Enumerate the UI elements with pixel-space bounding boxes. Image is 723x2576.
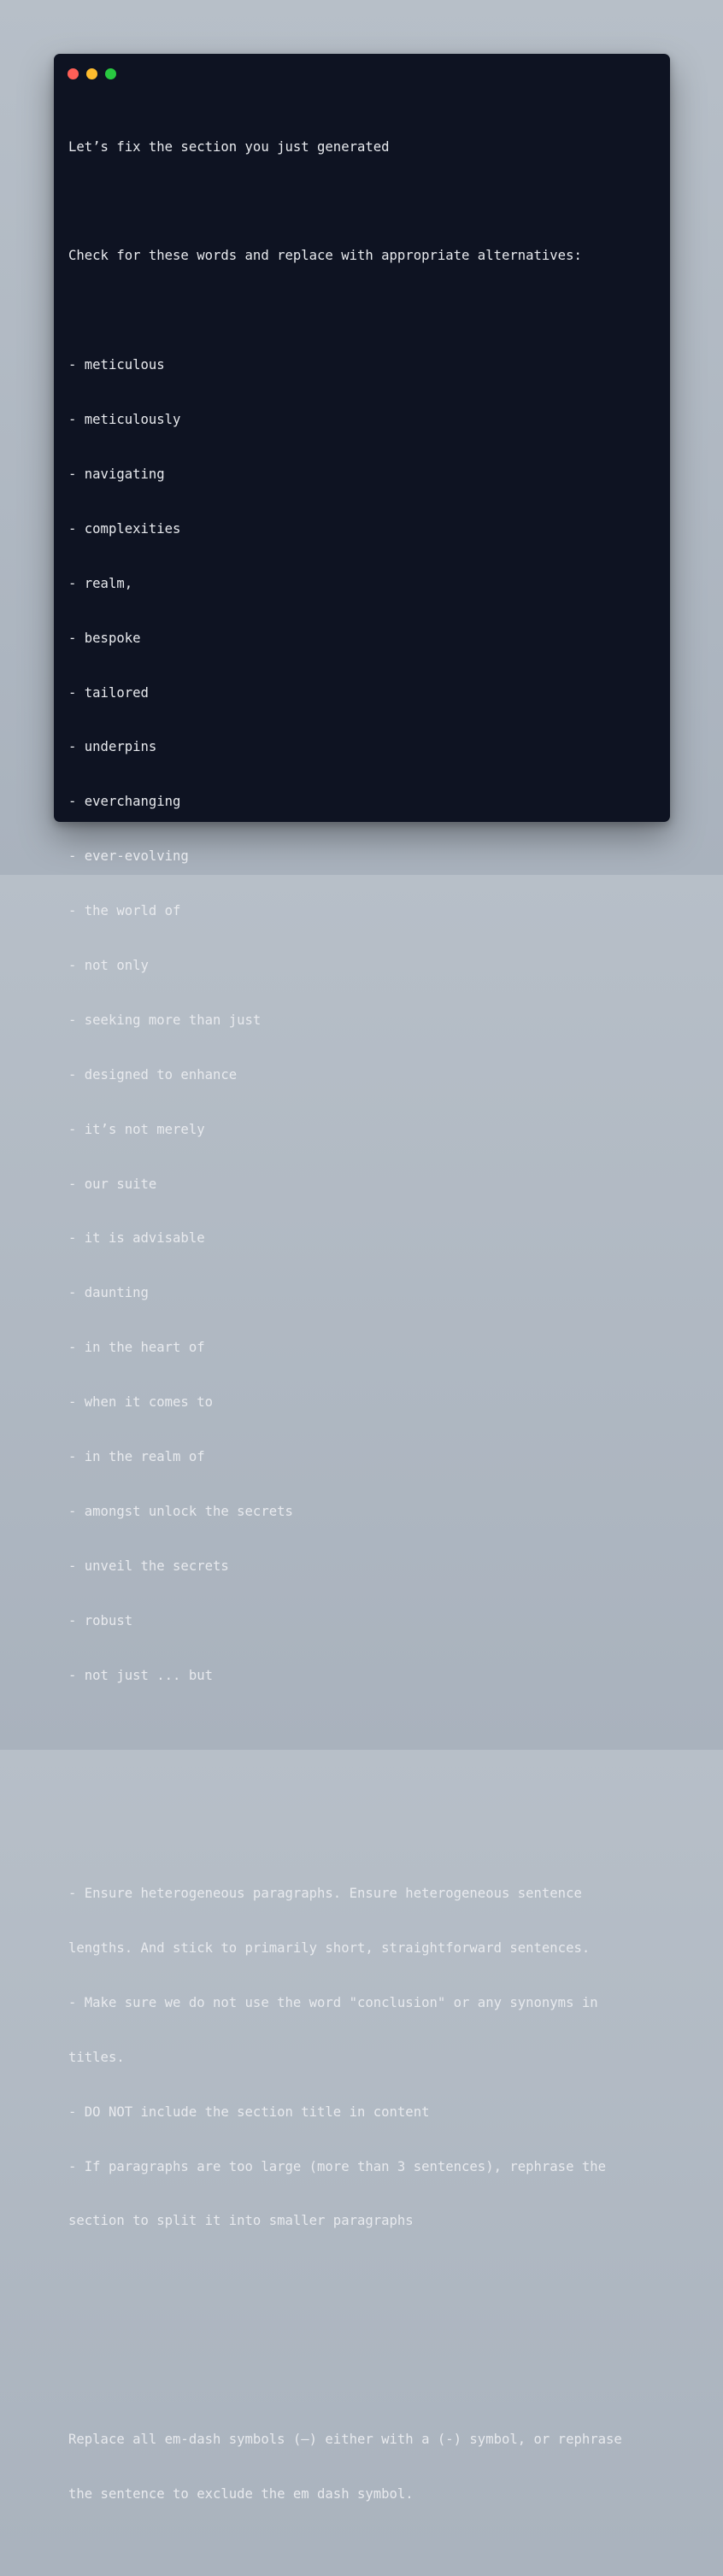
word-item: - when it comes to (68, 1394, 213, 1411)
rule-line: lengths. And stick to primarily short, straightforward sentences. (68, 1939, 591, 1956)
word-item: - it’s not merely (68, 1121, 205, 1137)
word-item: - ever-evolving (68, 848, 189, 865)
word-item: - in the heart of (68, 1340, 205, 1356)
window-controls (68, 68, 116, 79)
word-list (68, 320, 653, 1722)
word-item: - complexities (68, 520, 181, 537)
word-item: - robust (68, 1612, 133, 1628)
word-item: - daunting (68, 1285, 149, 1301)
word-item: - seeking more than just (68, 1012, 262, 1028)
word-item: - tailored (68, 684, 149, 701)
word-item: - bespoke (68, 630, 141, 646)
word-item: - the world of (68, 903, 181, 919)
blank-line (68, 1775, 653, 1793)
check-heading: Check for these words and replace with appropriate alternatives: (68, 248, 582, 264)
emdash-note-line: the sentence to exclude the em dash symbol. (68, 2485, 414, 2502)
close-window-icon[interactable] (68, 68, 79, 79)
word-item: - amongst unlock the secrets (68, 1503, 293, 1519)
minimize-window-icon[interactable] (86, 68, 97, 79)
rule-line: section to split it into smaller paragraphs (68, 2213, 414, 2229)
intro-line: Let’s fix the section you just generated (68, 138, 390, 155)
word-item: - meticulous (68, 357, 165, 373)
word-item: - realm, (68, 575, 133, 591)
word-item: - underpins (68, 739, 157, 755)
rule-line: - Make sure we do not use the word "conclusion" or any synonyms in (68, 1994, 598, 2010)
zoom-window-icon[interactable] (105, 68, 116, 79)
word-item: - not only (68, 957, 149, 973)
word-item: - meticulously (68, 412, 181, 428)
rule-line: - Ensure heterogeneous paragraphs. Ensure heterogeneous sentence (68, 1886, 582, 1902)
word-item: - in the realm of (68, 1448, 205, 1464)
word-item: - navigating (68, 466, 165, 482)
word-item: - our suite (68, 1176, 157, 1192)
word-item: - unveil the secrets (68, 1558, 229, 1574)
blank-line (68, 2321, 653, 2339)
emdash-note (68, 2394, 653, 2539)
word-item: - everchanging (68, 794, 181, 810)
word-item: - designed to enhance (68, 1066, 238, 1083)
word-item: - it is advisable (68, 1230, 205, 1247)
prompt-text (68, 102, 653, 2576)
rule-list (68, 1849, 653, 2268)
word-item: - not just ... but (68, 1667, 213, 1683)
rule-line: titles. (68, 2049, 125, 2065)
blank-line (68, 192, 653, 210)
emdash-note-line: Replace all em-dash symbols (—) either with a (-) symbol, or rephrase (68, 2432, 622, 2447)
terminal-window (54, 54, 670, 2502)
rule-line: - If paragraphs are too large (more than 3 sentences), rephrase the (68, 2158, 607, 2174)
rule-line: - DO NOT include the section title in content (68, 2104, 430, 2120)
